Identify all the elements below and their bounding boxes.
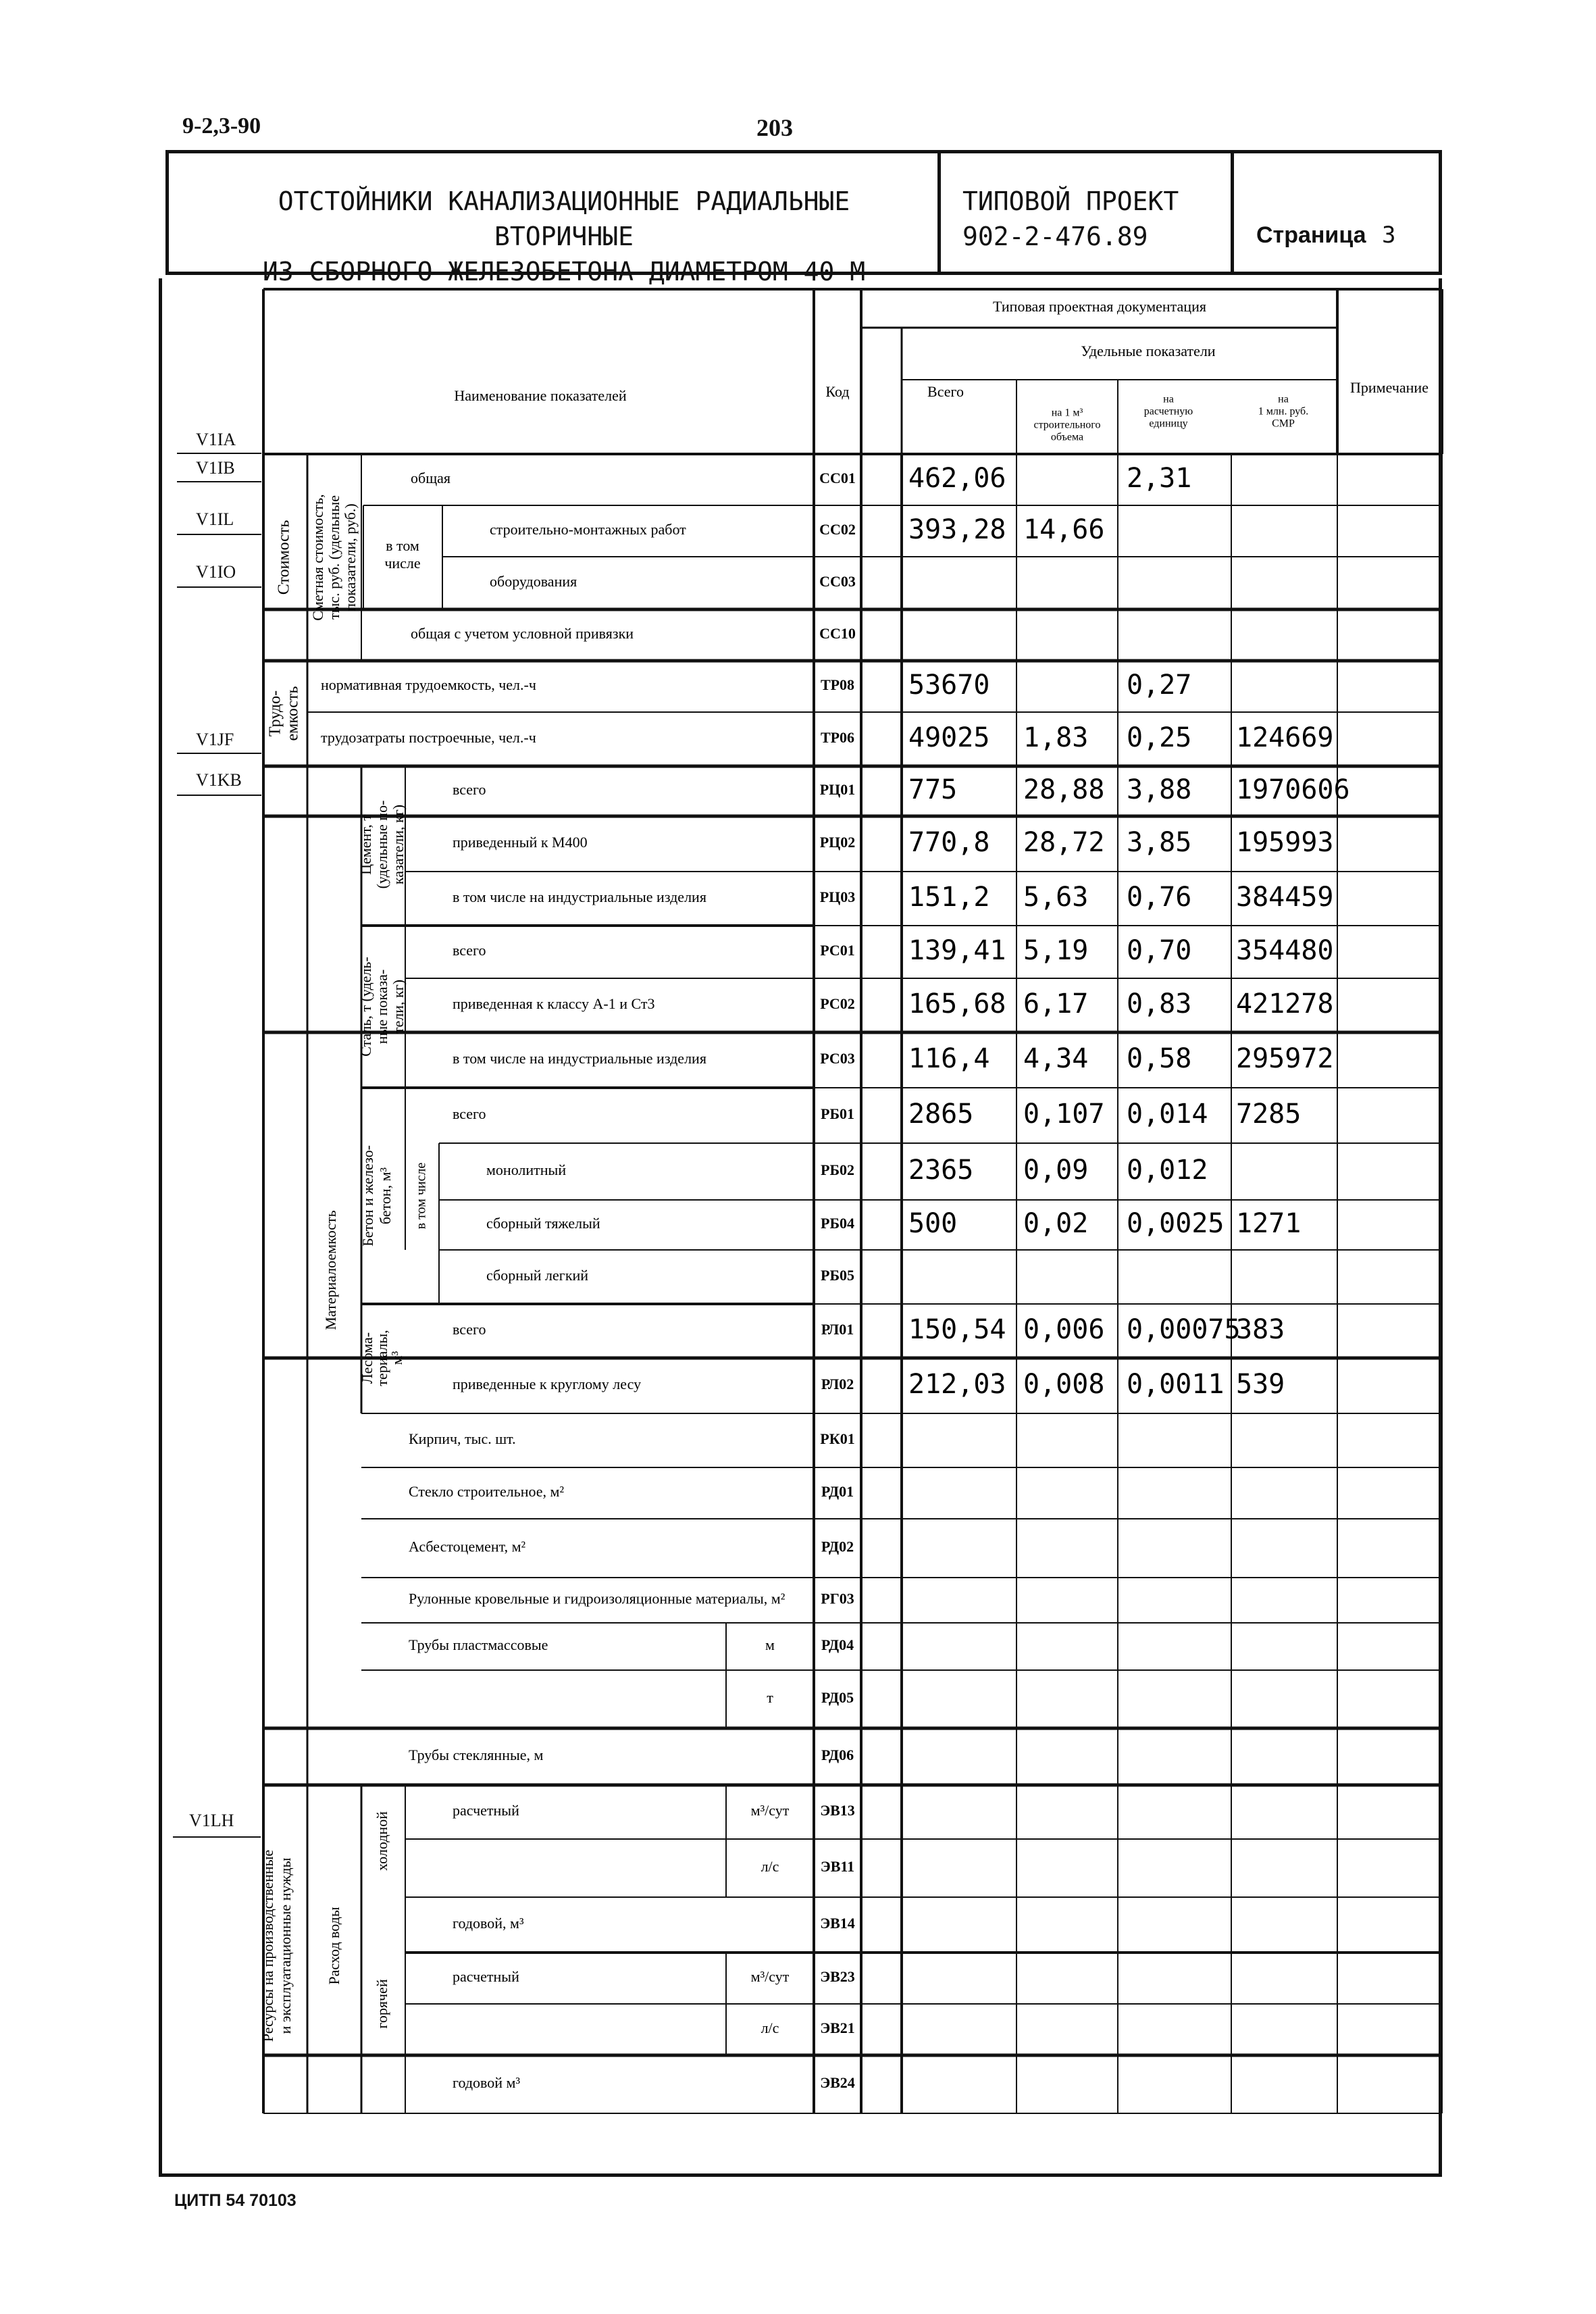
group-label-material: Материалоемкость — [322, 1210, 340, 1330]
value-per-m3: 28,88 — [1023, 774, 1105, 805]
footer-code: ЦИТП 54 70103 — [174, 2191, 297, 2210]
row-label: нормативная трудоемкость, чел.-ч — [321, 676, 536, 694]
value-total: 165,68 — [908, 988, 1006, 1020]
value-total: 53670 — [908, 670, 990, 701]
value-total: 151,2 — [908, 882, 990, 913]
group-label-water: Расход воды — [326, 1907, 343, 1985]
row-label: в том числе на индустриальные изделия — [453, 888, 706, 906]
row-code: СС01 — [819, 470, 856, 487]
margin-mark: V1IL — [196, 509, 234, 529]
value-per-m3: 1,83 — [1023, 722, 1089, 753]
row-code: ЭВ11 — [820, 1858, 855, 1876]
row-code: СС02 — [819, 521, 856, 538]
margin-mark: V1IO — [196, 562, 236, 582]
row-unit-label: л/с — [761, 2019, 779, 2037]
row-code: ЭВ14 — [820, 1915, 855, 1932]
column-header-note: Примечание — [1350, 379, 1428, 397]
row-label: строительно-монтажных работ — [490, 521, 686, 538]
value-total: 116,4 — [908, 1043, 990, 1074]
row-code: РД02 — [821, 1538, 854, 1555]
row-unit-label: т — [767, 1689, 773, 1707]
row-label: годовой, м³ — [453, 1915, 524, 1932]
row-code: РД04 — [821, 1636, 854, 1654]
row-label: Кирпич, тыс. шт. — [409, 1430, 516, 1448]
group-label-incl: числе — [384, 555, 421, 572]
row-code: ЭВ23 — [820, 1968, 855, 1986]
margin-mark: V1IA — [196, 430, 236, 449]
value-total: 150,54 — [908, 1314, 1006, 1345]
value-per-unit: 3,85 — [1127, 827, 1192, 858]
row-label: приведенные к круглому лесу — [453, 1376, 642, 1393]
value-per-m3: 4,34 — [1023, 1043, 1089, 1074]
value-per-mln: 7285 — [1236, 1099, 1302, 1130]
value-total: 770,8 — [908, 827, 990, 858]
row-label: общая с учетом условной привязки — [411, 625, 634, 643]
row-code: ТР06 — [820, 729, 855, 747]
value-per-mln: 539 — [1236, 1369, 1285, 1400]
margin-mark: V1JF — [196, 730, 234, 749]
margin-mark: V1KB — [196, 770, 242, 790]
row-unit-label: м — [765, 1636, 775, 1654]
row-code: ТР08 — [820, 676, 855, 694]
group-label-steel: Сталь, т (удель- — [357, 957, 375, 1057]
row-code: РЦ03 — [819, 888, 856, 906]
row-code: РС01 — [820, 942, 855, 959]
row-label: Трубы пластмассовые — [409, 1636, 548, 1654]
value-total: 462,06 — [908, 463, 1006, 494]
row-label: сборный легкий — [486, 1267, 589, 1284]
group-label-labor: Трудо- — [266, 690, 284, 737]
page-number: 203 — [756, 114, 793, 141]
value-per-m3: 0,09 — [1023, 1155, 1089, 1186]
group-label-cost-sub: тыс. руб. (удельные — [326, 495, 343, 620]
row-label: оборудования — [490, 573, 577, 590]
row-code: РД01 — [821, 1483, 854, 1501]
title-line-1: ОТСТОЙНИКИ КАНАЛИЗАЦИОННЫЕ РАДИАЛЬНЫЕ ВТОРИЧНЫЕ — [278, 186, 850, 251]
column-header-per-unit: расчетную — [1143, 405, 1193, 418]
value-total: 775 — [908, 774, 958, 805]
value-per-mln: 354480 — [1236, 935, 1334, 966]
value-per-unit: 0,0011 — [1127, 1369, 1225, 1400]
row-label: всего — [453, 942, 486, 959]
value-per-mln: 295972 — [1236, 1043, 1334, 1074]
value-per-m3: 0,008 — [1023, 1369, 1105, 1400]
row-label: всего — [453, 781, 486, 799]
row-label: годовой м³ — [453, 2074, 521, 2092]
value-per-unit: 3,88 — [1127, 774, 1192, 805]
project-code: 902-2-476.89 — [962, 222, 1148, 251]
value-per-m3: 0,006 — [1023, 1314, 1105, 1345]
value-total: 500 — [908, 1208, 958, 1239]
page-label-text: Страница — [1256, 222, 1366, 248]
group-label-cement: казатели, кг) — [390, 804, 407, 885]
row-label: всего — [453, 1105, 486, 1123]
value-per-unit: 0,012 — [1127, 1155, 1208, 1186]
group-label-timber: Лесома- — [359, 1332, 376, 1384]
row-code: РБ01 — [821, 1105, 854, 1123]
row-label: приведенный к М400 — [453, 834, 588, 851]
row-code: СС03 — [819, 573, 856, 590]
group-label-cold: холодной — [374, 1811, 391, 1871]
column-header-name: Наименование показателей — [454, 387, 627, 405]
row-code: РЦ01 — [819, 781, 856, 799]
value-per-m3: 5,19 — [1023, 935, 1089, 966]
group-label-timber: м³ — [388, 1351, 406, 1365]
row-code: РД05 — [821, 1689, 854, 1707]
row-code: РГ03 — [821, 1590, 854, 1607]
row-label: Асбестоцемент, м² — [409, 1538, 526, 1555]
row-label: Трубы стеклянные, м — [409, 1746, 544, 1764]
row-label: всего — [453, 1321, 486, 1338]
row-code: РК01 — [820, 1430, 855, 1448]
group-label-labor: емкость — [284, 686, 302, 741]
value-per-m3: 6,17 — [1023, 988, 1089, 1020]
value-per-mln: 421278 — [1236, 988, 1334, 1020]
group-label-incl: в том — [386, 537, 419, 555]
value-per-m3: 0,107 — [1023, 1099, 1105, 1130]
row-code: ЭВ13 — [820, 1802, 855, 1819]
row-unit-label: л/с — [761, 1858, 779, 1876]
document-code: 9-2,3-90 — [182, 114, 261, 139]
value-per-unit: 0,70 — [1127, 935, 1192, 966]
row-code: РС03 — [820, 1050, 855, 1067]
group-label-cost-sub: показатели, руб.) — [342, 503, 359, 611]
row-code: ЭВ24 — [820, 2074, 855, 2092]
margin-mark: V1LH — [189, 1811, 234, 1830]
value-per-mln: 124669 — [1236, 722, 1334, 753]
value-total: 2865 — [908, 1099, 974, 1130]
row-label: трудозатраты построечные, чел.-ч — [321, 729, 536, 747]
value-total: 212,03 — [908, 1369, 1006, 1400]
value-per-unit: 0,83 — [1127, 988, 1192, 1020]
group-label-steel: тели, кг) — [390, 979, 407, 1034]
column-header-per-m3: строительного — [1033, 419, 1101, 431]
value-per-unit: 0,014 — [1127, 1099, 1208, 1130]
value-per-unit: 2,31 — [1127, 463, 1192, 494]
column-header-specific: Удельные показатели — [1081, 343, 1216, 360]
row-code: РЛ01 — [821, 1321, 854, 1338]
title-line-2: ИЗ СБОРНОГО ЖЕЛЕЗОБЕТОНА ДИАМЕТРОМ 40 М — [262, 257, 866, 286]
group-label-hot: горячей — [374, 1979, 391, 2029]
row-label: Рулонные кровельные и гидроизоляционные материалы, м² — [409, 1590, 786, 1607]
row-code: РБ02 — [821, 1161, 854, 1179]
group-label-steel: ные показа- — [374, 969, 391, 1045]
row-label: общая — [411, 470, 451, 487]
value-per-mln: 384459 — [1236, 882, 1334, 913]
column-header-per-mln: 1 млн. руб. — [1258, 405, 1309, 418]
row-label: в том числе на индустриальные изделия — [453, 1050, 706, 1067]
row-code: РЛ02 — [821, 1376, 854, 1393]
column-header-group: Типовая проектная документация — [993, 298, 1206, 316]
value-per-unit: 0,0025 — [1127, 1208, 1225, 1239]
row-label: расчетный — [453, 1802, 519, 1819]
row-code: РД06 — [821, 1746, 854, 1764]
value-per-unit: 0,76 — [1127, 882, 1192, 913]
column-header-per-unit: единицу — [1149, 418, 1188, 430]
value-per-m3: 14,66 — [1023, 514, 1105, 545]
row-code: РС02 — [820, 995, 855, 1013]
column-header-per-m3: на 1 м³ — [1051, 407, 1083, 419]
group-label-timber: териалы, — [374, 1330, 391, 1386]
row-code: ЭВ21 — [820, 2019, 855, 2037]
value-per-mln: 195993 — [1236, 827, 1334, 858]
value-total: 393,28 — [908, 514, 1006, 545]
column-header-per-unit: на — [1163, 393, 1174, 405]
row-unit-label: м³/сут — [750, 1802, 790, 1819]
value-per-unit: 0,00075 — [1127, 1314, 1241, 1345]
value-per-m3: 0,02 — [1023, 1208, 1089, 1239]
row-label: расчетный — [453, 1968, 519, 1986]
value-per-mln: 1271 — [1236, 1208, 1302, 1239]
group-label-concrete-incl: в том числе — [413, 1162, 429, 1230]
value-per-mln: 1970606 — [1236, 774, 1350, 805]
group-label-resources: и эксплуатационные нужды — [277, 1857, 294, 2034]
group-label-cement: Цемент, т — [357, 814, 375, 875]
row-code: СС10 — [819, 625, 856, 643]
group-label-cost: Стоимость — [275, 520, 293, 595]
page-label-value: 3 — [1382, 222, 1396, 249]
group-label-cost-sub: Сметная стоимость, — [309, 494, 327, 621]
row-label: приведенная к классу А-1 и Ст3 — [453, 995, 655, 1013]
value-total: 139,41 — [908, 935, 1006, 966]
row-label: монолитный — [486, 1161, 567, 1179]
column-header-code: Код — [825, 383, 850, 401]
group-label-concrete: Бетон и железо- — [359, 1145, 377, 1247]
group-label-cement: (удельные по- — [374, 800, 391, 889]
group-label-concrete: бетон, м³ — [377, 1167, 394, 1225]
column-header-per-mln: СМР — [1272, 418, 1295, 430]
column-header-per-mln: на — [1278, 393, 1289, 405]
row-label: сборный тяжелый — [486, 1215, 600, 1232]
group-label-resources: Ресурсы на производственные — [259, 1849, 277, 2042]
value-per-unit: 0,27 — [1127, 670, 1192, 701]
value-per-unit: 0,58 — [1127, 1043, 1192, 1074]
column-header-total: Всего — [927, 383, 964, 401]
value-per-m3: 28,72 — [1023, 827, 1105, 858]
value-per-m3: 5,63 — [1023, 882, 1089, 913]
row-code: РЦ02 — [819, 834, 856, 851]
row-unit-label: м³/сут — [750, 1968, 790, 1986]
project-label: ТИПОВОЙ ПРОЕКТ — [962, 186, 1179, 216]
margin-mark: V1IB — [196, 458, 235, 478]
column-header-per-m3: объема — [1050, 431, 1084, 443]
row-code: РБ04 — [821, 1215, 854, 1232]
value-total: 2365 — [908, 1155, 974, 1186]
value-total: 49025 — [908, 722, 990, 753]
value-per-mln: 383 — [1236, 1314, 1285, 1345]
row-label: Стекло строительное, м² — [409, 1483, 565, 1501]
row-code: РБ05 — [821, 1267, 854, 1284]
value-per-unit: 0,25 — [1127, 722, 1192, 753]
